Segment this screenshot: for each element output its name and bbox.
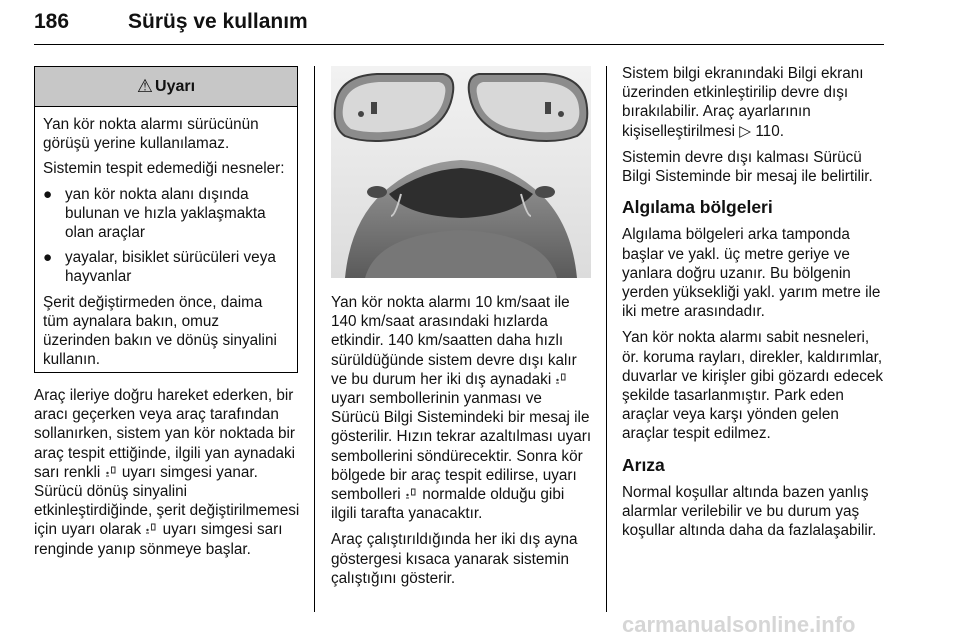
bullet-dot-icon: ●	[43, 185, 53, 203]
warning-triangle-icon: ⚠	[136, 76, 154, 96]
warning-bullet	[43, 185, 290, 243]
bullet-text: yan kör nokta alanı dışında bulunan ve hızla yaklaşmakta olan araçlar	[65, 185, 266, 242]
blind-spot-warning-icon	[555, 372, 568, 384]
blind-spot-warning-icon	[145, 522, 158, 534]
column-2-text	[331, 293, 593, 595]
car-mirror-graphic	[331, 66, 591, 278]
page-reference[interactable]: 110.	[755, 122, 784, 140]
body-paragraph: Sistem bilgi ekranındaki Bilgi ekranı üzerinden etkinleştirilip devre dışı bırakılabilir. Araç ayarlarının kişiselleştirilmesi ▷ 110.	[622, 65, 864, 140]
warning-paragraph: Yan kör nokta alarmı sürücünün görüşü yerine kullanılamaz.	[43, 116, 259, 153]
page-header	[34, 6, 884, 42]
column-divider-1	[314, 66, 315, 612]
page-reference-arrow-icon: ▷	[739, 122, 752, 140]
warning-paragraph: Şerit değiştirmeden önce, daima tüm aynalara bakın, omuz üzerinden bakın ve dönüş sinyalini kullanın.	[43, 293, 277, 369]
body-paragraph: Araç çalıştırıldığında her iki dış ayna göstergesi kısaca yanarak sistemin çalıştığını gösterir.	[331, 531, 578, 587]
column-3-text	[622, 64, 888, 547]
body-paragraph: Yan kör nokta alarmı 10 km/saat ile 140 km/saat arasındaki hızlarda etkindir. 140 km/saatten daha hızlı sürüldüğünde sistem devre dışı kalır ve bu durum her iki dış aynadaki uyarı sembollerinin yanması ve Sürücü Bilgi Sistemindeki bir mesaj ile gösterilir. Hızın tekrar azaltılması uyarı sembollerini söndürecektir. Sonra kör bölgede bir araç tespit edilirse, uyarı sembolleri normalde olduğu gibi ilgili tarafta yanacaktır.	[331, 294, 592, 523]
subheading-fault: Arıza	[622, 454, 665, 475]
warning-header	[35, 67, 297, 107]
blind-spot-warning-icon	[405, 487, 418, 499]
warning-bullet	[43, 248, 290, 286]
column-divider-2	[606, 66, 607, 612]
warning-body	[35, 107, 297, 369]
body-paragraph: Yan kör nokta alarmı sabit nesneleri, ör. koruma rayları, direkler, kaldırımlar, duvarlar ve kirişler gibi gözardı edecek şekilde tasarlanmıştır. Park eden araçlar veya karşı yönden gelen araçlar tespit edilmez.	[622, 329, 884, 443]
warning-title: Uyarı	[155, 77, 196, 95]
warning-paragraph: Sistemin tespit edemediği nesneler:	[43, 160, 285, 178]
bullet-text: yayalar, bisiklet sürücüleri veya hayvanlar	[65, 249, 276, 286]
mirror-illustration	[331, 66, 591, 278]
section-title: Sürüş ve kullanım	[128, 10, 308, 33]
bullet-dot-icon: ●	[43, 249, 53, 267]
warning-box	[34, 66, 298, 373]
body-paragraph: Araç ileriye doğru hareket ederken, bir aracı geçerken veya araç tarafından sollanırken, sistem yan kör noktada bir araç tespit ettiğinde, ilgili yan aynadaki sarı renkli uyarı simgesi yanar. Sürücü dönüş sinyalini etkinleştirdiğinde, şerit değiştirilmemesi için uyarı olarak uyarı simgesi sarı renginde yanıp sönmeye başlar.	[34, 387, 300, 558]
subheading-detection-zones: Algılama bölgeleri	[622, 197, 773, 218]
body-paragraph: Normal koşullar altında bazen yanlış alarmlar verilebilir ve bu durum yaş koşullar altında daha da fazlalaşabilir.	[622, 483, 877, 540]
body-paragraph: Algılama bölgeleri arka tamponda başlar ve yakl. üç metre geriye ve yanlara doğru uzanır. Bu bölgenin yerden yüksekliği yakl. yarım metre ile iki metre arasındadır.	[622, 226, 881, 321]
header-rule	[34, 44, 884, 45]
body-paragraph: Sistemin devre dışı kalması Sürücü Bilgi Sisteminde bir mesaj ile belirtilir.	[622, 148, 873, 186]
page-number: 186	[34, 10, 70, 33]
watermark: carmanualsonline.info	[622, 612, 856, 637]
column-1-text	[34, 386, 300, 566]
blind-spot-warning-icon	[105, 465, 118, 477]
